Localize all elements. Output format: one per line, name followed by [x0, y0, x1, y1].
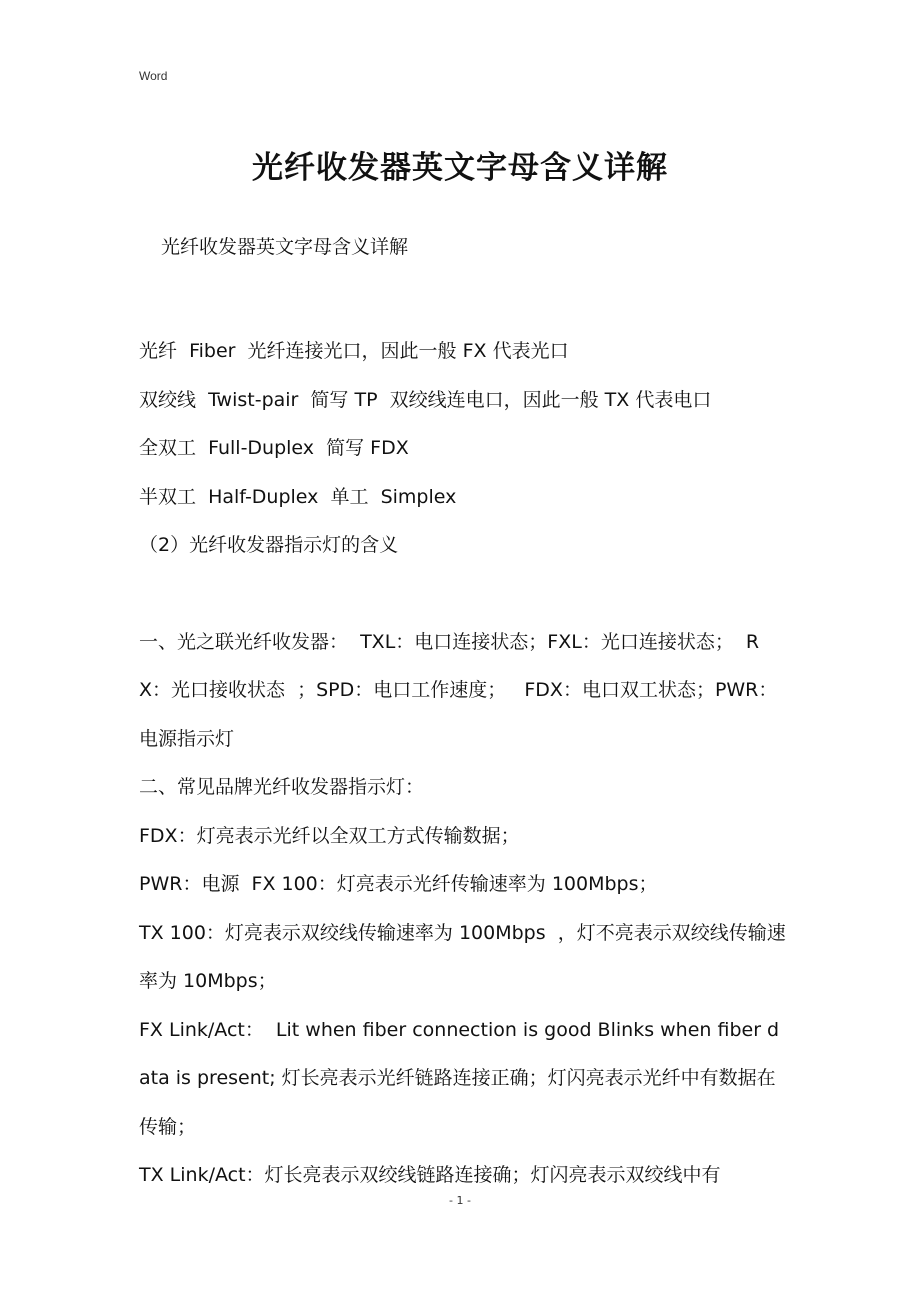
paragraph-fdx: FDX：灯亮表示光纤以全双工方式传输数据；	[139, 824, 520, 847]
paragraph-half-duplex: 半双工 Half-Duplex 单工 Simplex	[139, 485, 457, 508]
paragraph-spacer	[139, 570, 789, 618]
page-number: - 1 -	[449, 1194, 471, 1207]
paragraph-twisted-pair: 双绞线 Twist-pair 简写 TP 双绞线连电口，因此一般 TX 代表电口	[139, 388, 712, 411]
paragraph-fx-link: FX Link/Act： Lit when fiber connection is good Blinks when fiber data is present; 灯长亮表示光纤链路连接正确；灯闪亮表示光纤中有数据在传输；	[139, 1018, 780, 1138]
document-body	[139, 327, 789, 1200]
paragraph-pwr: PWR：电源 FX 100：灯亮表示光纤传输速率为 100Mbps；	[139, 873, 658, 895]
document-title: 光纤收发器英文字母含义详解	[252, 150, 668, 186]
paragraph-full-duplex: 全双工 Full-Duplex 简写 FDX	[139, 437, 409, 459]
paragraph-tx100: TX 100：灯亮表示双绞线传输速率为 100Mbps ，灯不亮表示双绞线传输速率为 10Mbps；	[139, 921, 786, 992]
paragraph-guangzhilian: 一、光之联光纤收发器： TXL：电口连接状态；FXL：光口连接状态； RX：光口接收状态 ；SPD：电口工作速度； FDX：电口双工状态；PWR：电源指示灯	[139, 630, 778, 750]
header-label: Word	[139, 69, 168, 83]
paragraph-common-brands: 二、常见品牌光纤收发器指示灯：	[139, 776, 425, 798]
document-subtitle: 光纤收发器英文字母含义详解	[161, 236, 409, 258]
paragraph-fiber: 光纤 Fiber 光纤连接光口，因此一般 FX 代表光口	[139, 340, 569, 362]
paragraph-tx-link: TX Link/Act：灯长亮表示双绞线链路连接确；灯闪亮表示双绞线中有	[139, 1164, 721, 1186]
paragraph-section-heading: （2）光纤收发器指示灯的含义	[139, 534, 399, 556]
